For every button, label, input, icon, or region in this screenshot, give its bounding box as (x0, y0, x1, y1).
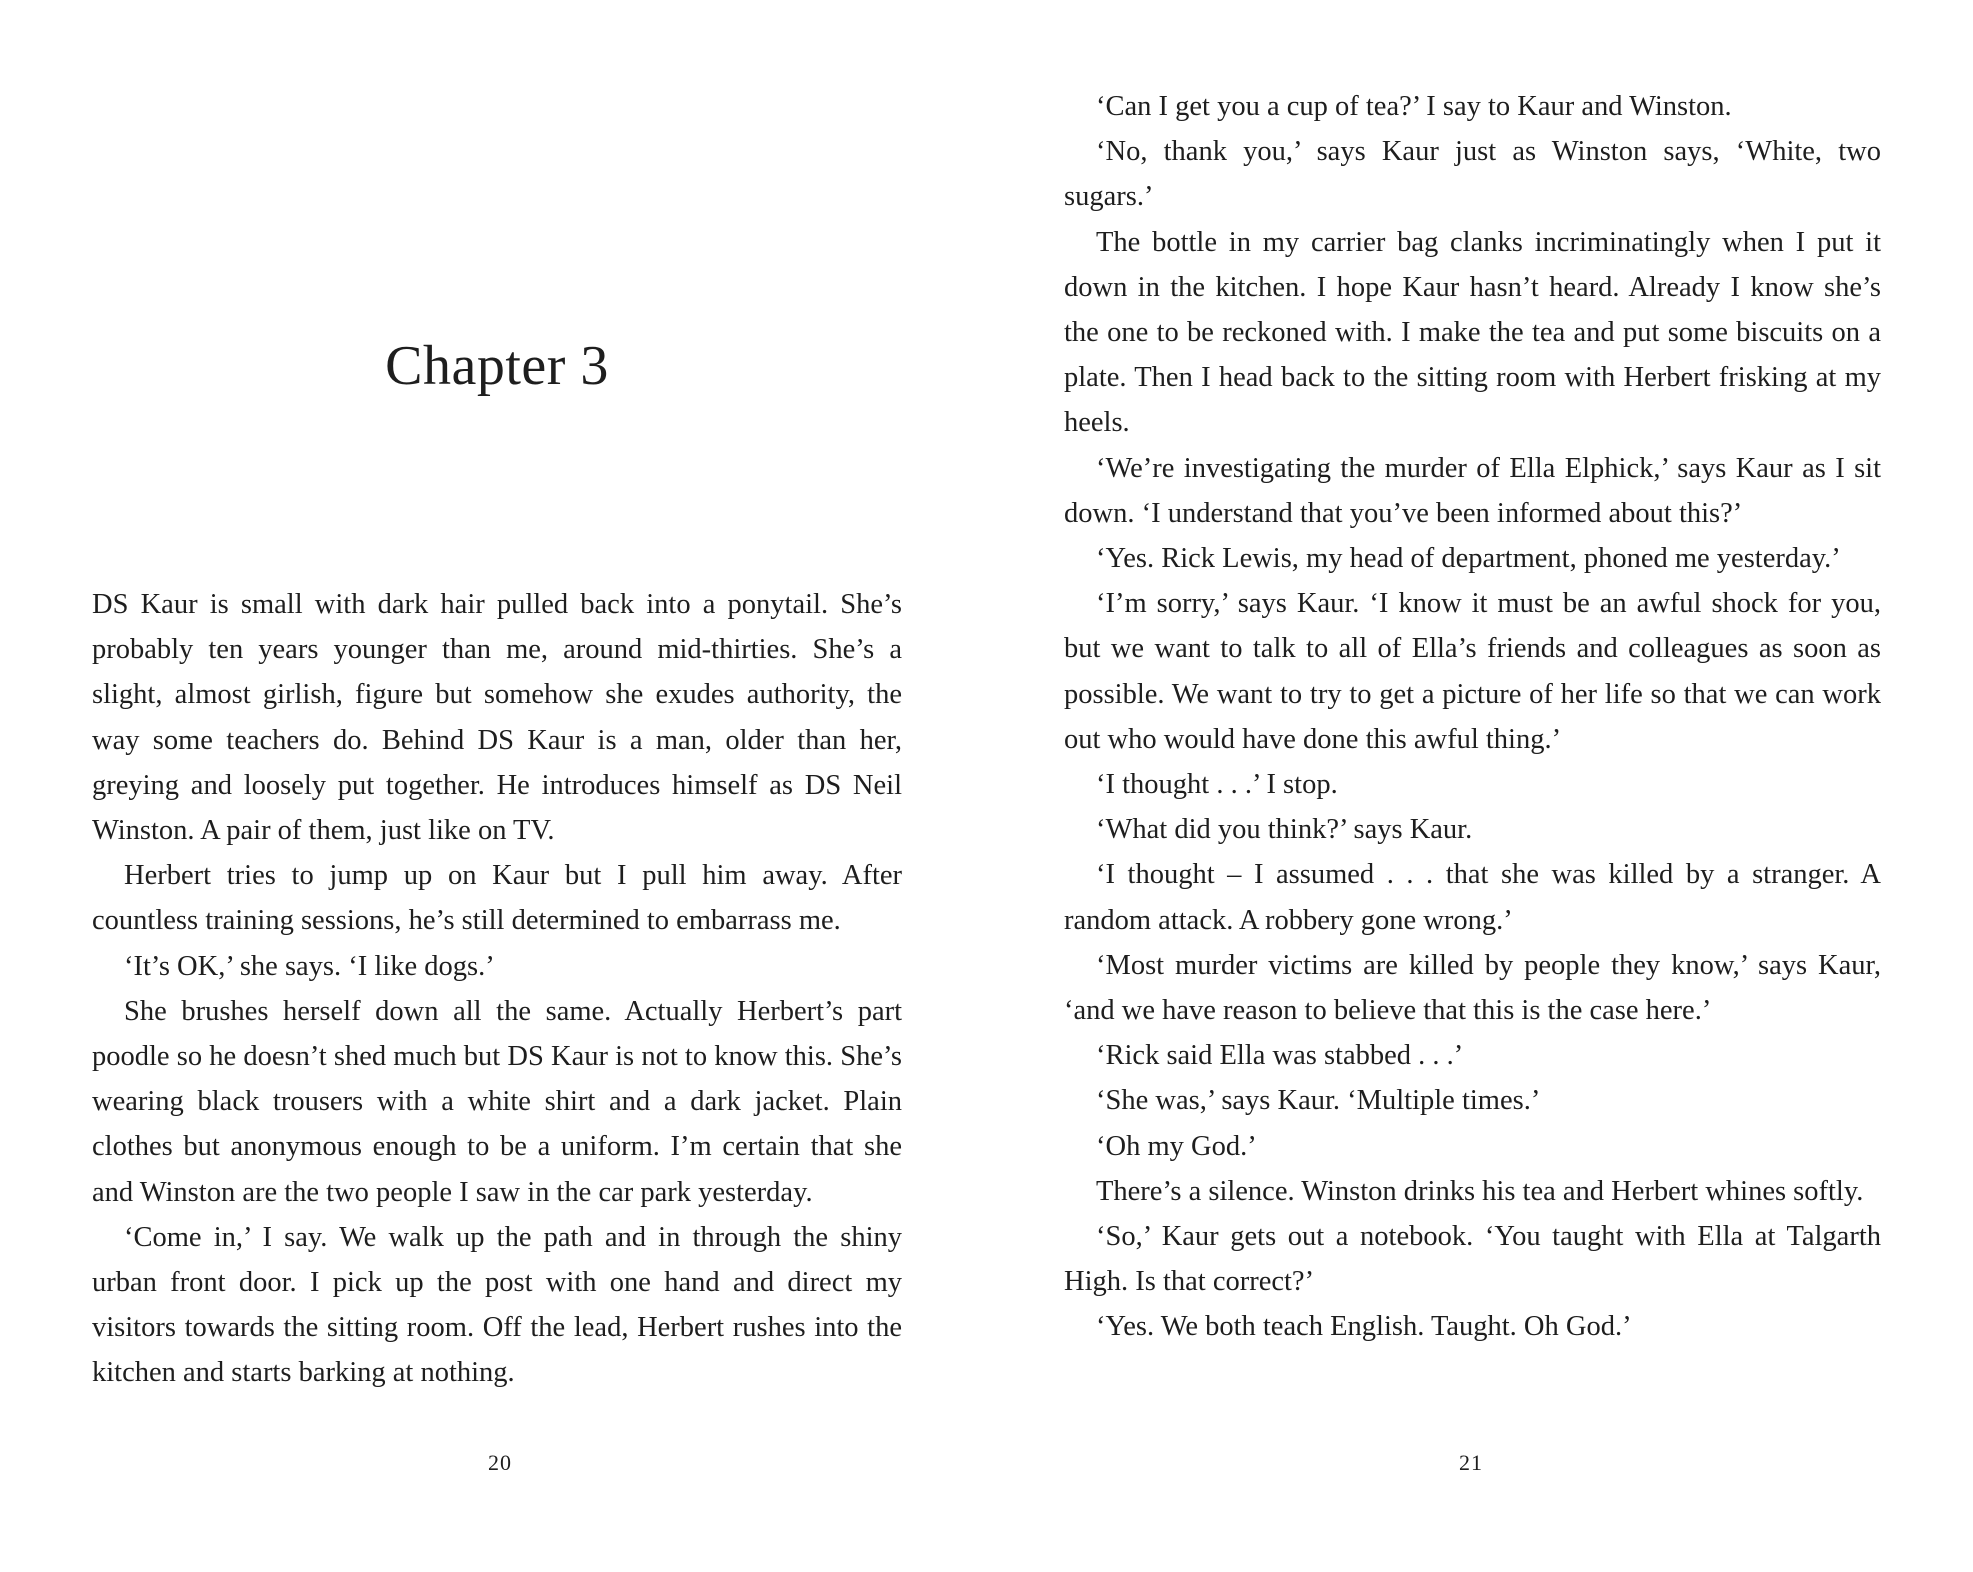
paragraph: ‘We’re investigating the murder of Ella Elphick,’ says Kaur as I sit down. ‘I understand that you’ve been informed about this?’ (1064, 452, 1881, 529)
paragraph: She brushes herself down all the same. Actually Herbert’s part poodle so he doesn’t shed much but DS Kaur is not to know this. She’s wearing black trousers with a white shirt and a dark jacket. Plain clothes but anonymous enough to be a uniform. I’m certain that she and Winston are the two people I saw in the car park yesterday. (92, 995, 902, 1208)
paragraph: ‘Most murder victims are killed by people they know,’ says Kaur, ‘and we have reason to believe that this is the case here.’ (1064, 949, 1881, 1027)
page-number-left: 20 (488, 1450, 512, 1475)
paragraph: ‘Yes. We both teach English. Taught. Oh God.’ (1096, 1311, 1632, 1343)
paragraph: ‘What did you think?’ says Kaur. (1096, 814, 1473, 846)
chapter-title: Chapter 3 (385, 335, 609, 397)
paragraph: ‘Rick said Ella was stabbed . . .’ (1096, 1040, 1464, 1072)
paragraph: ‘I’m sorry,’ says Kaur. ‘I know it must be an awful shock for you, but we want to talk to all of Ella’s friends and colleagues as soon as possible. We want to try to get a picture of her life so that we can work out who would have done this awful thing.’ (1064, 588, 1881, 755)
paragraph: ‘I thought . . .’ I stop. (1096, 769, 1338, 801)
paragraph: DS Kaur is small with dark hair pulled back into a ponytail. She’s probably ten years younger than me, around mid-thirties. She’s a slight, almost girlish, figure but somehow she exudes authority, the way some teachers do. Behind DS Kaur is a man, older than her, greying and loosely put together. He introduces himself as DS Neil Winston. A pair of them, just like on TV. (92, 589, 902, 847)
right-page (986, 0, 1973, 1572)
paragraph: The bottle in my carrier bag clanks incriminatingly when I put it down in the kitchen. I hope Kaur hasn’t heard. Already I know she’s the one to be reckoned with. I make the tea and put some biscuits on a plate. Then I head back to the sitting room with Herbert frisking at my heels. (1064, 226, 1881, 439)
paragraph: ‘Can I get you a cup of tea?’ I say to Kaur and Winston. (1096, 91, 1732, 122)
paragraph: Herbert tries to jump up on Kaur but I pull him away. After countless training sessions, he’s still determined to embarrass me. (92, 860, 902, 937)
left-page-body (92, 582, 902, 1396)
paragraph: ‘So,’ Kaur gets out a notebook. ‘You taught with Ella at Talgarth High. Is that correct?’ (1064, 1221, 1881, 1298)
paragraph: ‘Yes. Rick Lewis, my head of department, phoned me yesterday.’ (1096, 543, 1841, 575)
right-page-body (1064, 84, 1881, 1350)
paragraph: ‘It’s OK,’ she says. ‘I like dogs.’ (124, 950, 495, 982)
paragraph: ‘Oh my God.’ (1096, 1130, 1257, 1162)
paragraph: ‘She was,’ says Kaur. ‘Multiple times.’ (1096, 1085, 1541, 1117)
paragraph: ‘I thought – I assumed . . . that she was killed by a stranger. A random attack. A robbery gone wrong.’ (1064, 859, 1881, 936)
paragraph: ‘No, thank you,’ says Kaur just as Winston says, ‘White, two sugars.’ (1064, 136, 1881, 213)
left-page (0, 0, 986, 1572)
paragraph: ‘Come in,’ I say. We walk up the path and in through the shiny urban front door. I pick up the post with one hand and direct my visitors towards the sitting room. Off the lead, Herbert rushes into the kitchen and starts barking at nothing. (92, 1221, 902, 1389)
paragraph: There’s a silence. Winston drinks his tea and Herbert whines softly. (1096, 1175, 1864, 1207)
page-number-right: 21 (1459, 1450, 1483, 1475)
